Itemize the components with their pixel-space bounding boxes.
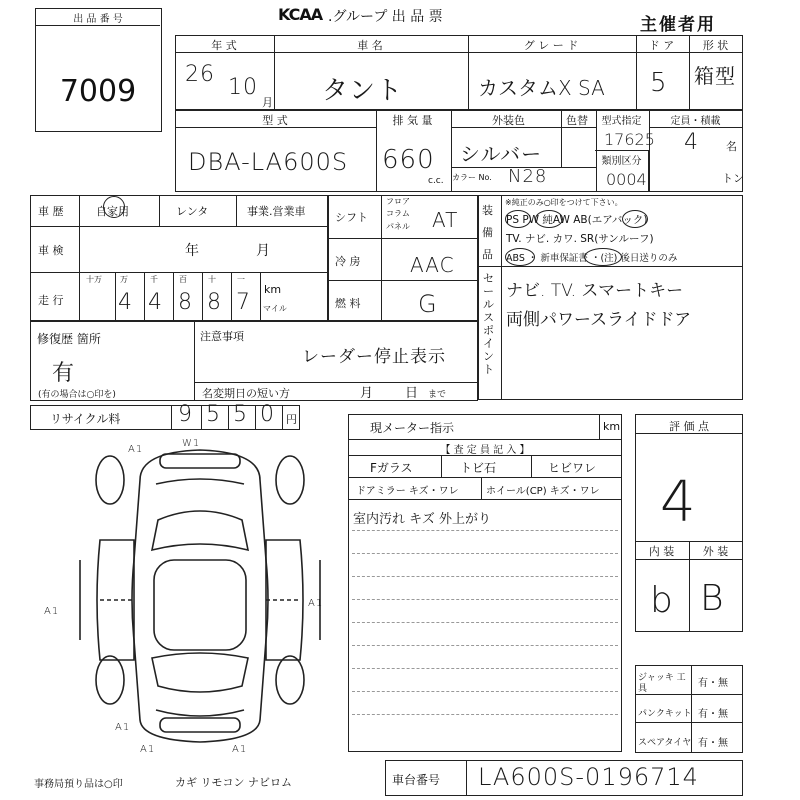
history-rental[interactable]: レンタ (176, 205, 209, 218)
damage-mark: A1 (115, 722, 131, 733)
inspection-label: 車 検 (38, 244, 64, 257)
meter-label: 現メーター指示 (370, 421, 455, 435)
ac-value: AAC (410, 253, 455, 277)
crack-label: ヒビワレ (548, 461, 597, 475)
color-no-value: N28 (508, 166, 548, 187)
class-label: 類別区分 (601, 156, 642, 167)
fuel-label: 燃 料 (335, 297, 361, 310)
history-label: 車 歴 (38, 205, 64, 218)
recycle-digit: 5 (206, 402, 221, 427)
mileage-digit: 7 (236, 290, 251, 315)
digit-header: 万 (120, 275, 128, 284)
model-value: DBA-LA600S (188, 148, 349, 176)
digit-header: 十 (208, 275, 216, 284)
recycle-digit: 5 (233, 402, 248, 427)
equipment-label: 装 備 品 (482, 204, 493, 261)
meter-km-unit: km (603, 420, 621, 433)
office-items: カギ リモコン ナビロム (175, 776, 292, 789)
damage-mark: W1 (182, 438, 201, 449)
repair-label: 修復歴 箇所 (37, 332, 101, 346)
displacement-value: 660 (382, 145, 435, 175)
equip-circle (505, 210, 531, 228)
inspection-month-unit: 月 (256, 243, 270, 259)
car-name-value: タント (322, 76, 404, 106)
load-unit: トン (722, 172, 744, 185)
spare-label: スペアタイヤ (638, 738, 692, 748)
digit-header: 一 (237, 275, 245, 284)
recycle-label: リサイクル料 (50, 412, 121, 426)
exterior-color-label: 外装色 (492, 114, 525, 127)
car-name-label: 車 名 (357, 39, 383, 52)
puncture-value: 有・無 (698, 709, 728, 720)
color-no-label: カラー No. (452, 173, 492, 182)
model-label: 型 式 (262, 114, 288, 127)
mileage-digit: 8 (207, 290, 222, 315)
inspector-section-label: 【 査 定 員 記 入 】 (440, 445, 530, 456)
shift-value: AT (432, 208, 459, 232)
capacity-unit: 名 (726, 140, 737, 153)
shift-column: コラム (386, 209, 410, 218)
capacity-label: 定員・積載 (670, 116, 721, 127)
mileage-digit: 4 (118, 290, 133, 315)
yen-unit: 円 (286, 413, 297, 426)
displacement-label: 排 気 量 (392, 114, 433, 127)
puncture-label: パンクキット (638, 709, 692, 719)
door-label: ド ア (648, 39, 675, 52)
fuel-value: G (418, 290, 438, 318)
repair-value: 有 (52, 361, 76, 386)
score-value: 4 (660, 470, 697, 535)
glass-label: Fガラス (370, 461, 413, 475)
interior-value: b (650, 580, 674, 621)
type-cert-value: 17625 (604, 130, 655, 149)
digit-header: 十万 (86, 275, 102, 284)
sales-points-line1: ナビ. TV. スマートキー (506, 281, 684, 301)
year-label: 年 式 (211, 39, 237, 52)
lot-number: 7009 (59, 74, 137, 109)
jack-value: 有・無 (698, 678, 728, 689)
organizer-label: 主催者用 (640, 15, 716, 35)
shift-panel: パネル (386, 222, 410, 231)
kcaa-logo: KCAA (278, 5, 323, 24)
exterior-color-value: シルバー (460, 142, 543, 166)
capacity-value: 4 (684, 130, 699, 155)
office-note: 事務局預り品は○印 (34, 779, 123, 790)
year-value: 26 (185, 62, 215, 87)
mirror-label: ドアミラー キズ・ワレ (356, 486, 459, 497)
equip-circle (505, 248, 535, 266)
recycle-digit: 9 (178, 402, 193, 427)
mile-unit: マイル (263, 304, 287, 313)
damage-mark: A1 (232, 744, 248, 755)
month-value: 10 (228, 75, 258, 100)
ac-label: 冷 房 (335, 255, 361, 268)
damage-mark: A1 (140, 744, 156, 755)
damage-mark: A1 (44, 606, 60, 617)
caution-label: 注意事項 (200, 330, 244, 343)
history-business[interactable]: 事業.営業車 (247, 205, 306, 218)
spare-value: 有・無 (698, 738, 728, 749)
class-value: 0004 (606, 170, 647, 189)
mileage-digit: 8 (178, 290, 193, 315)
sales-points-label: セールスポイント (483, 272, 494, 376)
mileage-digit: 4 (148, 290, 163, 315)
expiry-day-unit: 日 (405, 386, 419, 401)
caution-value: レーダー停止表示 (302, 347, 446, 367)
wheel-label: ホイール(CP) キズ・ワレ (486, 486, 600, 497)
equipment-line1: PS PW 純AW AB(エアバック) (506, 214, 648, 226)
sales-points-line2: 両側パワースライドドア (506, 310, 692, 330)
history-private[interactable]: 自家用 (96, 205, 129, 218)
shift-floor: フロア (386, 197, 410, 206)
recycle-digit: 0 (260, 402, 275, 427)
body-label: 形 状 (702, 39, 729, 52)
score-label: 評 価 点 (669, 420, 709, 433)
form-title: .グループ 出 品 票 (328, 9, 443, 25)
digit-header: 百 (179, 275, 187, 284)
equipment-note: ※純正のみ○印をつけて下さい。 (505, 198, 623, 207)
equipment-line2: TV. ナビ. カワ. SR(サンルーフ) (506, 233, 654, 245)
equip-circle (622, 210, 648, 228)
body-value: 箱型 (694, 64, 736, 88)
equipment-line3: ABS ・ 新車保証書 ・(注) 後日送りのみ (506, 253, 678, 264)
shift-label: シフト (335, 211, 368, 224)
expiry-made-unit: まで (428, 390, 447, 400)
expiry-month-unit: 月 (360, 386, 374, 401)
lot-number-box (35, 8, 162, 132)
inspector-comment: 室内汚れ キズ 外上がり (353, 512, 492, 527)
chassis-label: 車台番号 (392, 773, 441, 787)
mileage-label: 走 行 (38, 294, 64, 307)
exterior-label: 外 装 (702, 545, 729, 558)
km-unit: km (264, 283, 282, 296)
car-diagram (70, 440, 330, 760)
damage-mark: A1 (128, 444, 144, 455)
inspection-year-unit: 年 (185, 243, 199, 259)
interior-label: 内 装 (648, 545, 675, 558)
equip-circle (584, 248, 622, 266)
month-unit: 月 (262, 96, 273, 109)
door-value: 5 (650, 68, 668, 98)
grade-value: カスタムX SA (478, 76, 605, 100)
damage-mark: A1 (308, 598, 324, 609)
chassis-value: LA600S-0196714 (478, 763, 699, 791)
grade-label: グ レ ー ド (523, 39, 579, 52)
type-cert-label: 型式指定 (601, 116, 642, 127)
jack-label: ジャッキ 工 具 (638, 673, 686, 694)
color-change-label: 色替 (566, 114, 588, 127)
cc-unit: c.c. (428, 176, 444, 186)
digit-header: 千 (150, 275, 158, 284)
repair-note: (有の場合は○印を) (38, 390, 116, 400)
equip-circle (535, 210, 563, 228)
short-expiry-label: 名変期日の短い方 (202, 387, 290, 400)
history-circle (103, 196, 125, 218)
lot-number-label: 出 品 番 号 (73, 14, 123, 25)
exterior-value: B (700, 578, 725, 619)
chip-label: トビ石 (460, 461, 497, 475)
